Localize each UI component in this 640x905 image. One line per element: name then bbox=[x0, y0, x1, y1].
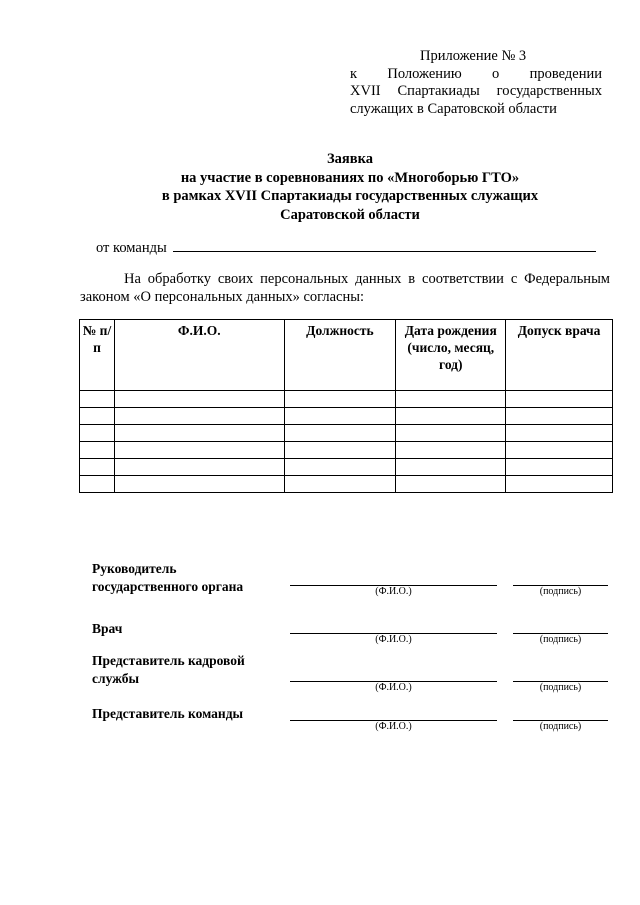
table-row bbox=[80, 459, 613, 476]
table-cell[interactable] bbox=[80, 391, 115, 408]
table-cell[interactable] bbox=[114, 476, 284, 493]
table-row bbox=[80, 391, 613, 408]
table-body bbox=[80, 391, 613, 493]
signature-caption: (подпись) bbox=[539, 634, 582, 645]
table-cell[interactable] bbox=[114, 425, 284, 442]
table-cell[interactable] bbox=[80, 442, 115, 459]
fio-caption: (Ф.И.О.) bbox=[375, 682, 412, 693]
appendix-word: Положению bbox=[387, 65, 462, 82]
table-cell[interactable] bbox=[284, 442, 396, 459]
participants-table bbox=[79, 319, 613, 493]
table-row bbox=[80, 476, 613, 493]
signature-caption: (подпись) bbox=[539, 721, 582, 732]
table-cell[interactable] bbox=[396, 459, 506, 476]
fio-caption: (Ф.И.О.) bbox=[375, 586, 412, 597]
consent-text: На обработку своих персональных данных в соответствии с Федеральным законом «О персональных данных» согласны: bbox=[80, 271, 610, 305]
table-cell[interactable] bbox=[284, 476, 396, 493]
signature-label: Представитель команды bbox=[92, 706, 244, 721]
table-cell[interactable] bbox=[506, 391, 613, 408]
appendix-word: о bbox=[492, 65, 500, 82]
table-cell[interactable] bbox=[80, 476, 115, 493]
table-header-row bbox=[80, 320, 613, 391]
table-cell[interactable] bbox=[114, 391, 284, 408]
table-row bbox=[80, 408, 613, 425]
table-cell[interactable] bbox=[506, 442, 613, 459]
signature-label: Руководитель государственного органа bbox=[92, 561, 244, 594]
table-cell[interactable] bbox=[114, 408, 284, 425]
table-cell[interactable] bbox=[284, 459, 396, 476]
col-header-position: Должность bbox=[284, 320, 396, 391]
signature-caption: (подпись) bbox=[539, 682, 582, 693]
team-label: от команды bbox=[96, 240, 167, 256]
appendix-line-3 bbox=[350, 83, 602, 101]
appendix-word: XVII bbox=[350, 83, 381, 99]
col-header-fio: Ф.И.О. bbox=[114, 320, 284, 391]
table-cell[interactable] bbox=[506, 459, 613, 476]
team-blank-line[interactable] bbox=[173, 238, 596, 252]
table-cell[interactable] bbox=[506, 408, 613, 425]
appendix-note bbox=[350, 48, 602, 118]
table-cell[interactable] bbox=[396, 391, 506, 408]
document-title bbox=[60, 150, 640, 224]
table-cell[interactable] bbox=[80, 425, 115, 442]
table-cell[interactable] bbox=[506, 476, 613, 493]
col-header-admission: Допуск врача bbox=[506, 320, 613, 391]
table-row bbox=[80, 442, 613, 459]
signature-label: Врач bbox=[92, 621, 123, 636]
table-cell[interactable] bbox=[396, 442, 506, 459]
table-cell[interactable] bbox=[114, 442, 284, 459]
table-cell[interactable] bbox=[506, 425, 613, 442]
table-cell[interactable] bbox=[114, 459, 284, 476]
title-line-2: на участие в соревнованиях по «Многоборью ГТО» bbox=[180, 169, 520, 186]
table-cell[interactable] bbox=[396, 408, 506, 425]
signature-caption: (подпись) bbox=[539, 586, 582, 597]
appendix-number: Приложение № 3 bbox=[420, 48, 527, 64]
table-row bbox=[80, 425, 613, 442]
table-cell[interactable] bbox=[80, 408, 115, 425]
title-line-4: Саратовской области bbox=[280, 206, 420, 223]
table-cell[interactable] bbox=[284, 408, 396, 425]
appendix-word: Спартакиады bbox=[397, 83, 480, 99]
appendix-line-4: служащих в Саратовской области bbox=[350, 100, 557, 117]
title-line-1: Заявка bbox=[327, 151, 373, 167]
table-cell[interactable] bbox=[284, 425, 396, 442]
appendix-word: к bbox=[350, 65, 358, 82]
table-cell[interactable] bbox=[80, 459, 115, 476]
appendix-word: проведении bbox=[529, 65, 602, 82]
fio-caption: (Ф.И.О.) bbox=[375, 721, 412, 732]
table-cell[interactable] bbox=[396, 476, 506, 493]
col-header-birthdate: Дата рождения (число, месяц, год) bbox=[396, 320, 506, 391]
signature-label: Представитель кадровой службы bbox=[92, 653, 245, 686]
table-cell[interactable] bbox=[396, 425, 506, 442]
table-cell[interactable] bbox=[284, 391, 396, 408]
team-field bbox=[96, 238, 596, 257]
fio-caption: (Ф.И.О.) bbox=[375, 634, 412, 645]
appendix-line-2 bbox=[350, 66, 602, 84]
col-header-number: № п/п bbox=[80, 320, 115, 391]
title-line-3: в рамках XVII Спартакиады государственных служащих bbox=[161, 188, 539, 204]
appendix-word: государственных bbox=[496, 83, 602, 99]
